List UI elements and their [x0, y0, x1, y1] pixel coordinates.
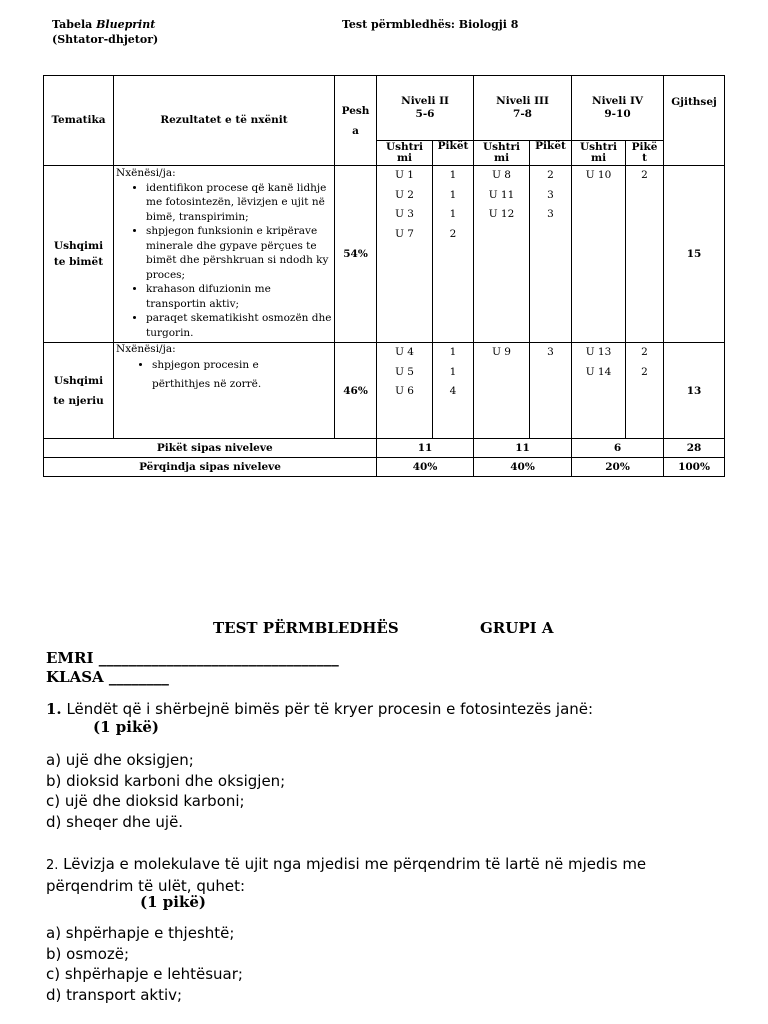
topic-cell: Ushqimi te njeriu [44, 343, 114, 439]
header-period: (Shtator-dhjetor) [52, 33, 159, 46]
question-1-options [46, 750, 285, 832]
outcome-item: • identifikon procese që kanë lidhje me fotosintezën, lëvizjen e ujit në bimë, transpirimin; [146, 181, 332, 225]
points-list: 2 [626, 166, 664, 343]
question-2: 2. Lëvizja e molekulave të ujit nga mjedisi me përqendrim të lartë në mjedis me përqendrim të ulët, quhet: [46, 855, 647, 895]
sub-header-ushtrimi: Ushtri mi [377, 141, 433, 166]
sub-header-ushtrimi: Ushtri mi [474, 141, 530, 166]
points-level-2: 11 [377, 439, 474, 458]
exercise-list: U 1 U 2 U 3 U 7 [377, 166, 433, 343]
name-field: EMRI ________________________________ [46, 649, 339, 667]
points-level-3: 11 [474, 439, 572, 458]
option: b) dioksid karboni dhe oksigjen; [46, 771, 286, 790]
col-header-level-4: Niveli IV 9-10 [572, 76, 664, 141]
sub-header-piket: Pikë t [626, 141, 664, 166]
class-field: KLASA ________ [46, 668, 169, 686]
weight-cell: 54% [335, 166, 377, 343]
exercise-list: U 8 U 11 U 12 [474, 166, 530, 343]
outcome-item: • shpjegon funksionin e kripërave minerale dhe gypave përçues te bimët dhe përshkruan si ndodh ky proces; [146, 224, 332, 282]
topic-cell: Ushqimi te bimët [44, 166, 114, 343]
weight-cell: 46% [335, 343, 377, 439]
col-header-tematika: Tematika [44, 76, 114, 166]
col-header-level-2: Niveli II 5-6 [377, 76, 474, 141]
question-1: 1. Lëndët që i shërbejnë bimës për të kryer procesin e fotosintezës janë: [46, 700, 594, 718]
points-list: 1 1 4 [433, 343, 474, 439]
percent-summary-label: Përqindja sipas niveleve [44, 458, 377, 477]
points-level-4: 6 [572, 439, 664, 458]
exercise-list: U 4 U 5 U 6 [377, 343, 433, 439]
percent-level-4: 20% [572, 458, 664, 477]
question-2-options [46, 923, 243, 1005]
exercise-list: U 9 [474, 343, 530, 439]
col-header-pesha: Pesh a [335, 76, 377, 166]
sub-header-ushtrimi: Ushtri mi [572, 141, 626, 166]
row-total: 13 [664, 343, 725, 439]
points-summary-label: Pikët sipas niveleve [114, 439, 377, 458]
header-title-line: Tabela Blueprint [52, 18, 156, 31]
points-list: 1 1 1 2 [433, 166, 474, 343]
table-row [44, 343, 725, 439]
blueprint-table [43, 75, 725, 477]
test-title: TEST PËRMBLEDHËS [213, 619, 399, 637]
option: a) ujë dhe oksigjen; [46, 751, 194, 769]
option: c) shpërhapje e lehtësuar; [46, 965, 243, 983]
percent-summary-row [44, 458, 725, 477]
outcome-item: • shpjegon procesin e përthithjes në zorrë. [152, 356, 332, 394]
table-row [44, 166, 725, 343]
option: d) sheqer dhe ujë. [46, 812, 184, 831]
exercise-list: U 13 U 14 [572, 343, 626, 439]
col-header-level-3: Niveli III 7-8 [474, 76, 572, 141]
sub-header-piket: Pikët [530, 141, 572, 166]
points-summary-row [44, 439, 725, 458]
col-header-rezultatet: Rezultatet e të nxënit [114, 76, 335, 166]
question-2-points: (1 pikë) [140, 893, 206, 911]
percent-level-2: 40% [377, 458, 474, 477]
test-group: GRUPI A [480, 619, 554, 637]
header-test-name: Test përmbledhës: Biologji 8 [342, 18, 519, 31]
points-list: 2 2 [626, 343, 664, 439]
points-total: 28 [664, 439, 725, 458]
percent-level-3: 40% [474, 458, 572, 477]
header-left [52, 17, 158, 47]
question-1-points: (1 pikë) [93, 718, 159, 736]
outcome-item: • krahason difuzionin me transportin aktiv; [146, 282, 332, 311]
outcomes-cell: Nxënësi/ja: • identifikon procese që kanë lidhje me fotosintezën, lëvizjen e ujit në bimë, transpirimin; • shpjegon funksionin e kripërave minerale dhe gypave përçues te bimët dhe përshkruan si ndodh ky proces; • krahason difuzionin me transportin aktiv; • paraqet skematikisht osmozën dhe turgorin. [114, 166, 335, 343]
col-header-gjithsej: Gjithsej [664, 76, 725, 166]
row-total: 15 [664, 166, 725, 343]
option: a) shpërhapje e thjeshtë; [46, 924, 235, 942]
sub-header-piket: Pikët [433, 141, 474, 166]
option: b) osmozë; [46, 944, 130, 963]
percent-total: 100% [664, 458, 725, 477]
option: d) transport aktiv; [46, 985, 183, 1004]
points-list: 3 [530, 343, 572, 439]
outcome-item: • paraqet skematikisht osmozën dhe turgorin. [146, 311, 332, 340]
exercise-list: U 10 [572, 166, 626, 343]
points-list: 2 3 3 [530, 166, 572, 343]
outcomes-cell: Nxënësi/ja: • shpjegon procesin e përthithjes në zorrë. [114, 343, 335, 439]
option: c) ujë dhe dioksid karboni; [46, 792, 245, 810]
